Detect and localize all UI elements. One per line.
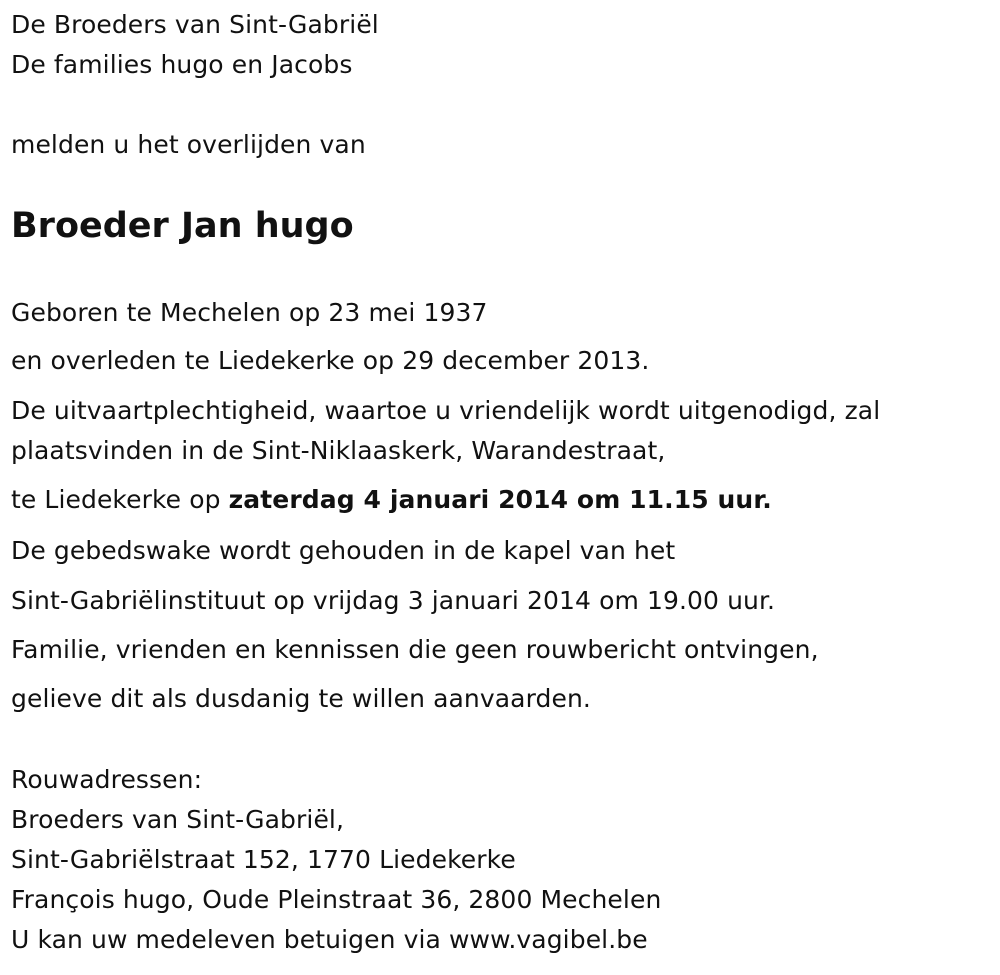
funeral-text-line-3 — [11, 485, 772, 515]
death-info: en overleden te Liedekerke op 29 december 2013. — [11, 346, 650, 375]
addresses-heading: Rouwadressen: — [11, 765, 203, 794]
address-line-3: François hugo, Oude Pleinstraat 36, 2800 Mechelen — [11, 885, 662, 914]
sender-line-families: De families hugo en Jacobs — [11, 50, 353, 79]
address-line-1: Broeders van Sint-Gabriël, — [11, 805, 345, 834]
notice-text-line-1: Familie, vrienden en kennissen die geen rouwbericht ontvingen, — [11, 635, 819, 664]
deceased-name: Broeder Jan hugo — [11, 206, 354, 246]
wake-text-line-1: De gebedswake wordt gehouden in de kapel van het — [11, 536, 676, 565]
funeral-location: te Liedekerke op — [11, 485, 229, 514]
condolence-website-line: U kan uw medeleven betuigen via www.vagibel.be — [11, 925, 648, 954]
funeral-text-line-1: De uitvaartplechtigheid, waartoe u vriendelijk wordt uitgenodigd, zal — [11, 396, 881, 425]
sender-line-brothers: De Broeders van Sint-Gabriël — [11, 10, 379, 39]
birth-info: Geboren te Mechelen op 23 mei 1937 — [11, 298, 488, 327]
funeral-text-line-2: plaatsvinden in de Sint-Niklaaskerk, Warandestraat, — [11, 436, 666, 465]
address-line-2: Sint-Gabriëlstraat 152, 1770 Liedekerke — [11, 845, 516, 874]
wake-text-line-2: Sint-Gabriëlinstituut op vrijdag 3 januari 2014 om 19.00 uur. — [11, 586, 776, 615]
funeral-date-time: zaterdag 4 januari 2014 om 11.15 uur. — [228, 485, 772, 514]
notice-text-line-2: gelieve dit als dusdanig te willen aanvaarden. — [11, 684, 591, 713]
announcement-text: melden u het overlijden van — [11, 130, 366, 159]
